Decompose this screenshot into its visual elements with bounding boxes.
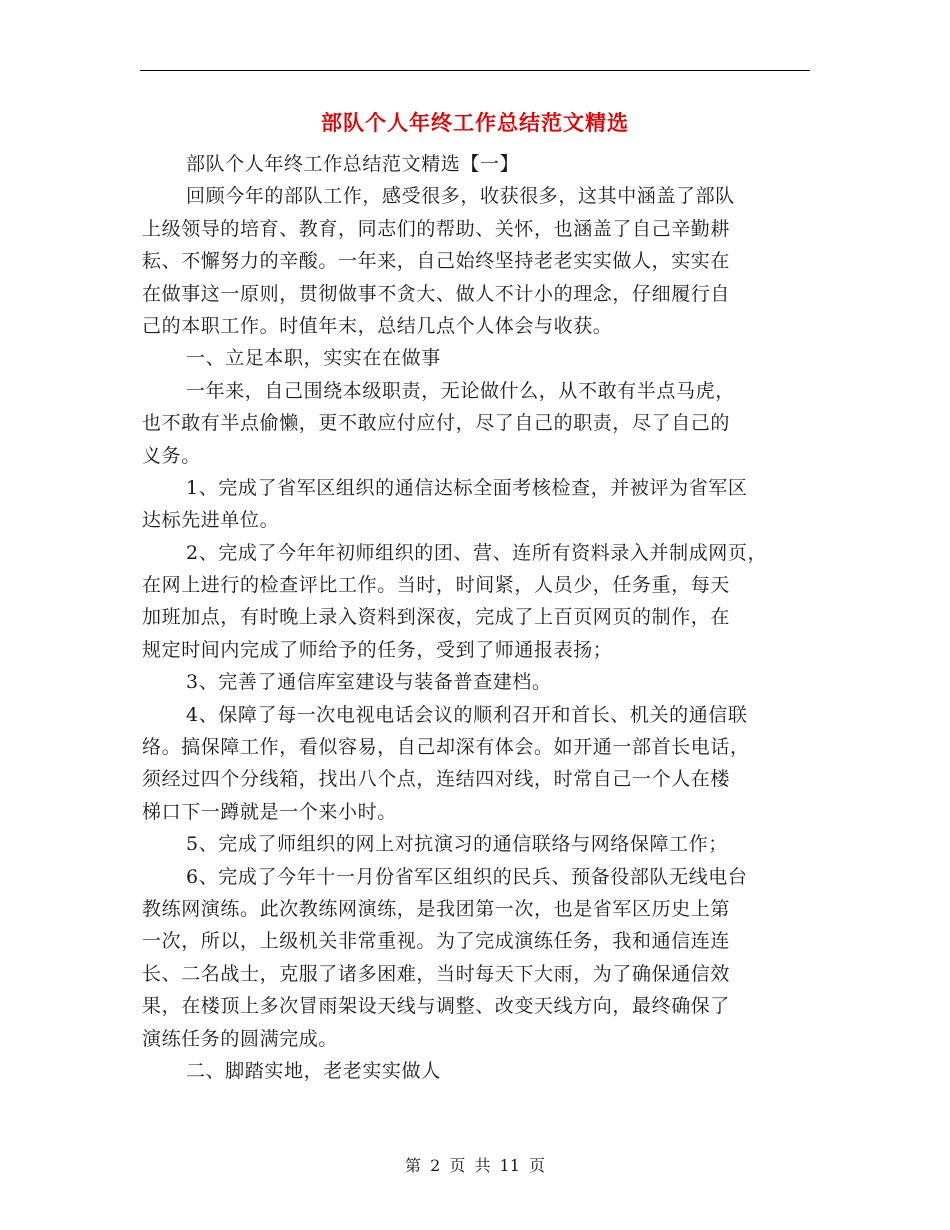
text-line: 长、二名战士，克服了诸多困难，当时每天下大雨，为了确保通信效 [142, 962, 731, 985]
document-title: 部队个人年终工作总结范文精选 [321, 110, 629, 135]
text-line: 6、完成了今年十一月份省军区组织的民兵、预备役部队无线电台 [186, 865, 748, 888]
text-line: 也不敢有半点偷懒，更不敢应付应付，尽了自己的职责，尽了自己的 [142, 412, 731, 435]
text-line: 一次，所以，上级机关非常重视。为了完成演练任务，我和通信连连 [142, 930, 731, 953]
text-line: 加班加点，有时晚上录入资料到深夜，完成了上百页网页的制作，在 [142, 606, 731, 629]
text-line: 须经过四个分线箱，找出八个点，连结四对线，时常自己一个人在楼 [142, 768, 731, 791]
text-line: 5、完成了师组织的网上对抗演习的通信联络与网络保障工作； [186, 833, 728, 856]
text-line: 上级领导的培育、教育，同志们的帮助、关怀，也涵盖了自己辛勤耕 [142, 217, 731, 240]
text-line: 一年来，自己围绕本级职责，无论做什么，从不敢有半点马虎， [186, 379, 735, 402]
text-line: 2、完成了今年年初师组织的团、营、连所有资料录入并制成网页， [186, 541, 768, 564]
page-number-footer: 第 2 页 共 11 页 [405, 1156, 545, 1175]
text-line: 己的本职工作。时值年末，总结几点个人体会与收获。 [142, 314, 613, 337]
text-line: 4、保障了每一次电视电话会议的顺利召开和首长、机关的通信联 [186, 703, 748, 726]
text-line: 二、脚踏实地，老老实实做人 [186, 1059, 441, 1082]
text-line: 回顾今年的部队工作，感受很多，收获很多，这其中涵盖了部队 [186, 185, 735, 208]
text-line: 在做事这一原则，贯彻做事不贪大、做人不计小的理念，仔细履行自 [142, 282, 731, 305]
text-line: 一、立足本职，实实在在做事 [186, 347, 441, 370]
text-line: 耘、不懈努力的辛酸。一年来，自己始终坚持老老实实做人，实实在 [142, 250, 731, 273]
text-line: 演练任务的圆满完成。 [142, 1027, 339, 1050]
document-body [142, 148, 802, 1087]
text-line: 达标先进单位。 [142, 509, 280, 532]
text-line: 3、完善了通信库室建设与装备普查建档。 [186, 671, 552, 694]
text-line: 1、完成了省军区组织的通信达标全面考核检查，并被评为省军区 [186, 476, 748, 499]
text-line: 义务。 [142, 444, 201, 467]
text-line: 在网上进行的检查评比工作。当时，时间紧，人员少，任务重，每天 [142, 574, 731, 597]
text-line: 部队个人年终工作总结范文精选【一】 [186, 153, 520, 175]
text-line: 教练网演练。此次教练网演练，是我团第一次，也是省军区历史上第 [142, 897, 731, 920]
text-line: 果，在楼顶上多次冒雨架设天线与调整、改变天线方向，最终确保了 [142, 995, 731, 1018]
text-line: 梯口下一蹲就是一个来小时。 [142, 800, 397, 823]
header-rule [140, 70, 810, 71]
text-line: 规定时间内完成了师给予的任务，受到了师通报表扬； [142, 638, 613, 661]
text-line: 络。搞保障工作，看似容易，自己却深有体会。如开通一部首长电话， [142, 736, 750, 759]
